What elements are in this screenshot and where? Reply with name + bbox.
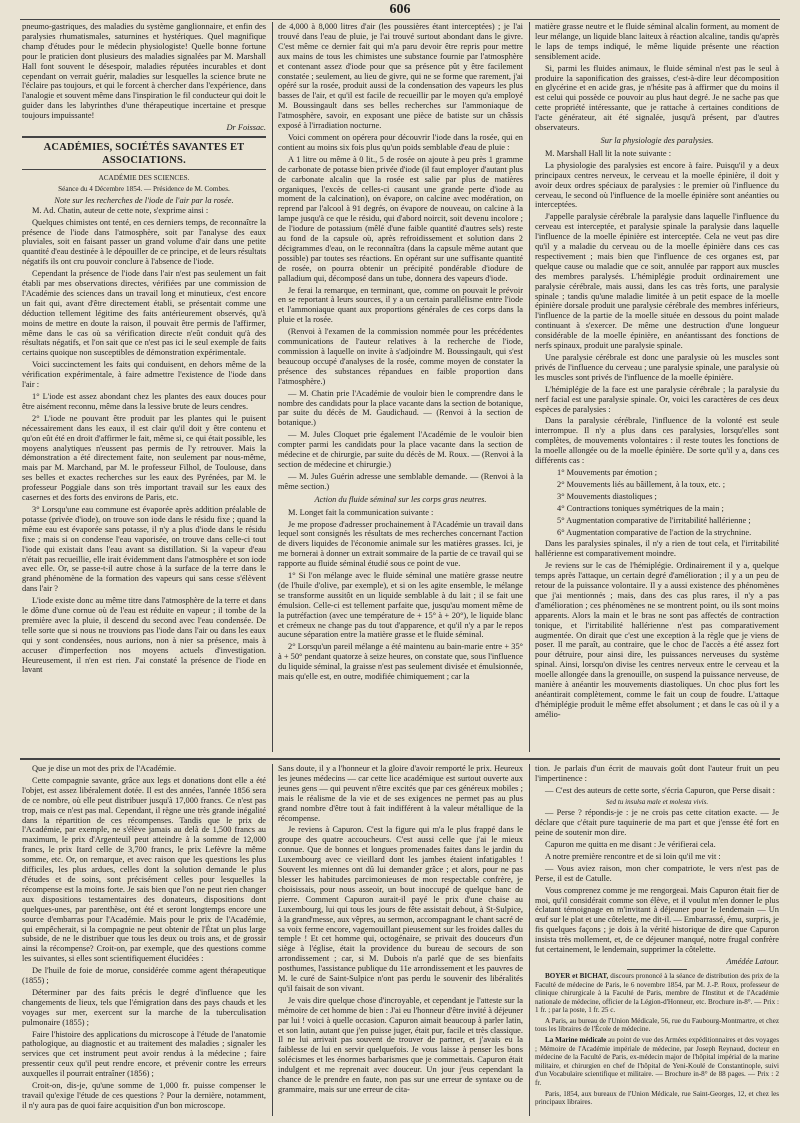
paragraph: Croit-on, dis-je, qu'une somme de 1,000 fr. puisse compenser le travail qu'exige l'étude de ces questions ? Pour la dernière, notamment, il n'y aura pas de quoi faire acquisition d'un bon microscope. (22, 1081, 266, 1110)
paragraph: J'appelle paralysie cérébrale la paralysie dans laquelle l'influence du cerveau est interceptée, et paralysie spinale la paralysie dans laquelle l'influence de la moelle épinière est interceptée. Cela ne veut pas dire qu'il y a maladie du cerveau ou de la moelle épinière dans ces cas respectivement ; mais bien que l'influence de ces organes est, par quelque cause ou maladie que ce soit, annulée par rapport aux muscles des membres paralysés. L'hémiplégie produit ordinairement une paralysie cérébrale, mais aussi, dans les cas très forts, une paralysie spinale ; tandis qu'une maladie limitée à un petit espace de la moelle épinière dorsale produit une paralysie cérébrale des membres inférieurs, l'influence de la partie de la moelle située en dessous du point malade continuant à s'exercer. De même une destruction d'une longueur considérable de la moelle épinière, en anéantissant des fonctions de nerfs spinaux, produit une paralysie spinale. (535, 212, 779, 351)
list-item: 6° Augmentation comparative de l'action de la strychnine. (557, 527, 752, 537)
paragraph: 3° Lorsqu'une eau commune est évaporée après addition préalable de potasse (privée d'iode), on trouve son iode dans le résidu fixe ; quand la même eau est évaporée sans potasse, il n'y a plus d'iode dans le résidu fixe ; mais si on condense l'eau vaporisée, on trouve dans celle-ci tout l'iode qui existait dans l'eau avant sa distillation. Si la vapeur d'eau n'était pas recueillie, elle irait évidemment dans l'atmosphère et son iode avec elle. Or, se passe-t-il autre chose à la surface de la terre dans le grand phénomène de la formation des vapeurs qui sans cesse s'élèvent dans l'air ? (22, 504, 266, 594)
paragraph: Cependant la présence de l'iode dans l'air n'est pas seulement un fait établi par mes observations directes, vérifiées par une commission de l'Académie des sciences dans un travail long et minutieux, c'est encore un fait qui, avant d'être directement établi, se présentait comme une déduction tellement légitime des faits antérieurement observés, qu'à moins de mettre en doute la raison, il pouvait être permis de l'affirmer, même dans le cas où sa vérification directe n'eût conduit qu'à des résultats négatifs, et l'on sait que ce n'est pas ici le seul exemple de faits certains quoique non susceptibles de démonstration expérimentale. (22, 269, 266, 358)
page-number: 606 (389, 2, 411, 17)
list-item: 3° Mouvements diastoliques ; (557, 491, 657, 501)
paragraph: Voici succinctement les faits qui conduisent, en dehors même de la vérification expérimentale, à faire admettre l'existence de l'iode dans l'air : (22, 360, 266, 390)
section-divider-thin (22, 169, 266, 170)
speaker-line: M. Ad. Chatin, auteur de cette note, s'exprime ainsi : (32, 205, 209, 215)
column-3 (535, 22, 779, 752)
academy-heading: ACADÉMIE DES SCIENCES. (98, 173, 190, 182)
paragraph: Faire l'histoire des applications du microscope à l'étude de l'anatomie pathologique, au diagnostic et au traitement des maladies ; signaler les services que cet instrument peut avoir rendus à la médecine ; faire pressentir ceux qu'il peut rendre encore, et prévenir contre les erreurs auxquelles il pourrait entraîner (1856) ; (22, 1029, 266, 1079)
ad-divider (627, 969, 687, 970)
paragraph: Si, parmi les fluides animaux, le fluide séminal n'est pas le seul à produire la saponification des graisses, c'est-à-dire leur décomposition en glycérine et en acide gras, je n'hésite pas à affirmer que du moins il est celui qui possède ce pouvoir au plus haut degré. Je ne sache pas que cette propriété intéressante, que je rattache à certaines conditions de l'acte générateur, ait été signalée, jusqu'à présent, par d'autres observateurs. (535, 63, 779, 133)
paragraph: (Renvoi à l'examen de la commission nommée pour les précédentes communications de l'auteur relatives à la recherche de l'iode, commission à laquelle on invite à s'adjoindre M. Boussingault, qui s'est beaucoup occupé d'analyses de la rosée, comme moyen de constater la présence des substances répandues en faible proportion dans l'atmosphère.) (278, 327, 523, 386)
paragraph: — M. Chatin prie l'Académie de vouloir bien le comprendre dans le nombre des candidats pour la place vacante dans la section de botanique, par suite du décès de M. Gaudichaud. — (Renvoi à la section de botanique.) (278, 388, 523, 428)
subsection-title: Action du fluide séminal sur les corps gras neutres. (314, 494, 487, 504)
column-4 (22, 764, 266, 1116)
paragraph: L'hémiplégie de la face est une paralysie cérébrale ; la paralysie du nerf facial est une paralysie spinale. Or, voici les caractères de ces deux espèces de paralysies : (535, 384, 779, 414)
author-signature: Dr Foissac. (226, 123, 266, 133)
column-2 (278, 22, 523, 752)
paragraph: Cette compagnie savante, grâce aux legs et donations dont elle a été l'objet, est assez libéralement dotée. Il est des années, l'année 1856 sera de ce nombre, où elle peut distribuer jusqu'à 17,000 francs. Ce n'est pas trop, mais ce n'est pas mal. Cependant, il règne une très grande inégalité dans la répartition de ces récompenses. Tandis que le prix de l'Académie, par exemple, ne s'élève jamais au delà de 1,500 francs au maximum, le prix d'Argenteuil peut atteindre à la somme de 12,000 francs, le prix Itard celle de 3,700 francs, le prix Lefèvre la même somme, etc. Or, on remarque, et avec raison que les questions les plus difficiles, les plus ardues, celles dont la solution demande le plus d'études et de soins, sont précisément celles pour lesquelles la récompense est la moins forte. Je sais bien que l'on ne peut rien changer aux dispositions testamentaires des donateurs, dispositions dont quelques-unes, par parenthèse, ont été et seront longtemps encore une source d'embarras pour l'Académie. Mais pour le prix de l'Académie, qui empêcherait, si la compagnie ne peut obtenir de l'État un plus large subside, de ne le distribuer que tous les deux ou trois ans, et de grossir ainsi la récompense? Croit-on, par exemple, que des questions comme les suivantes, si elles sont scientifiquement élucidées : (22, 775, 266, 964)
paragraph: tion. Je parlais d'un écrit de mauvais goût dont l'auteur fruit un peu l'impertinence : (535, 764, 779, 783)
note-title: Note sur les recherches de l'iode de l'air par la rosée. (54, 195, 234, 205)
column-divider (529, 764, 530, 1116)
column-divider (529, 22, 530, 752)
author-signature: Amédée Latour. (726, 957, 779, 966)
paragraph: 2° Lorsqu'un pareil mélange a été maintenu au bain-marie entre + 35° à + 50° pendant quatorze à seize heures, on constate que, sous l'influence du liquide séminal, la graisse n'est pas seulement divisée et émulsionnée, mais qu'elle est, en outre, modifiée chimiquement ; car la (278, 642, 523, 682)
ad-marine-medicale (535, 1036, 779, 1088)
paragraph: 1° L'iode est assez abondant chez les plantes des eaux douces pour être aisément reconnu, même dans la lessive brute de leurs cendres. (22, 392, 266, 411)
paragraph: 1° Si l'on mélange avec le fluide séminal une matière grasse neutre (de l'huile d'olive, par exemple), et si on les agite ensemble, le mélange se transforme aussitôt en un liquide semblable à du lait ; il se fait une émulsion. Celle-ci est tellement parfaite que, jusqu'au moment même de la putréfaction (avec une température de + 15° à + 20°), le liquide blanc et crémeux ne change pas du tout d'apparence, et qu'il n'y a par le repos aucune séparation entre la matière grasse et le fluide séminal. (278, 571, 523, 640)
paragraph: Déterminer par des faits précis le degré d'influence que les changements de lieux, tels que l'émigration dans des pays chauds et les voyages sur mer, exercent sur la marche de la tuberculisation pulmonaire (1855) ; (22, 987, 266, 1027)
ad-title: BOYER et BICHAT, (545, 971, 609, 980)
paragraph: — M. Jules Guérin adresse une semblable demande. — (Renvoi à la même section.) (278, 471, 523, 491)
paragraph: La physiologie des paralysies est encore à faire. Puisqu'il y a deux principaux centres nerveux, le cerveau et la moelle épinière, il doit y avoir deux ordres spéciaux de paralysies : le premier où l'influence du cerveau, le second où l'influence de la moelle épinière sont anéanties ou interceptées. (535, 160, 779, 210)
list-item: 5° Augmentation comparative de l'irritabilité hallérienne ; (557, 515, 751, 525)
paragraph: de 4,000 à 8,000 litres d'air (les poussières étant interceptées) ; je l'ai trouvé dans l'eau de pluie, je l'ai trouvé surtout abondant dans le givre. C'est même ce dernier fait qui m'a paru devoir être repris pour mettre aux mains de tous les chimistes une substance fournie par l'atmosphère et contenant assez d'iode pour que sa présence pût y être facilement constatée ; seulement, au lieu de givre, qui ne se forme que rarement, j'ai opéré sur la rosée, produit aussi de la condensation des vapeurs les plus basses de l'air, et qu'il est facile de recueillir par le moyen qu'a employé M. Boussingault dans ses belles recherches sur l'ammoniaque de l'atmosphère, savoir, en exposant une pièce de batiste sur un châssis exposé à l'irradiation nocturne. (278, 22, 523, 131)
paragraph: Je reviens à Capuron. C'est la figure qui m'a le plus frappé dans le groupe des quatre accoucheurs. C'est aussi celle que j'ai le mieux connue. Que de bonnes et longues promenades faites dans le jardin du Luxembourg avec ce vieillard dont les jambes étaient infatigables ! Souvent les miennes ont dû lui demander grâce ; et alors, pour ne pas blesser les habitudes parcimonieuses de mon respectable confrère, je choisissais, pour nous asseoir, un bout inoccupé de quelque banc de pierre. Comment Capuron aurait-il payé le prix d'une chaise au Luxembourg, lui qui tous les jours de fête assistait debout, à St-Sulpice, à la grand'messe, aux vêpres, au sermon, accompagnant le chant sacré de sa voix ferme encore, vagemouillant pieusement sur les froides dalles du temple ! Et cet homme qui, octogénaire, se privait des douceurs d'un siège à l'église, était la providence du bureau de secours de son arrondissement ; car, si M. Dubois n'a parlé que de ses bienfaits posthumes, l'assistance publique du 11e arrondissement et les pauvres de M. le curé de Saint-Sulpice n'ont pas perdu le souvenir des libéralités qu'il faisait de son vivant. (278, 825, 523, 993)
header-rule (20, 19, 780, 20)
column-1 (22, 22, 266, 752)
speaker-line: M. Marshall Hall lit la note suivante : (545, 148, 672, 158)
paragraph: Vous comprenez comme je me rengorgeai. Mais Capuron était fier de moi, qu'il considérait comme son élève, et il voulut m'en donner le plus éclatant témoignage en m'invitant à déjeuner pour le lendemain — Un œuf sur le plat et une côtelette, me dit-il. — Embarrassé, ému, surpris, je fis quelques façons ; je dois à la vérité historique de dire que Capuron insista très mollement, et, de ce déjeuner manqué, notre frugal confrère fut certainement, le lendemain, supprimer la côtelette. (535, 885, 779, 955)
paragraph: Capuron me quitta en me disant : Je vérifierai cela. (545, 840, 716, 850)
section-title: ACADÉMIES, SOCIÉTÉS SAVANTES ET ASSOCIATIONS. (43, 141, 245, 166)
ad-text: au point de vue des Armées expéditionnaires et des voyages ; Mémoire de l'Académie impériale de médecine, par Joseph Reynaud, docteur en médecine de la Faculté de Paris, ex-médecin major de l'hôpital impérial de la marine militaire, et chirurgien en chef de l'hôpital de Yeni-Koulé de Constantinople, suivi d'un Vocabulaire scientifique et militaire. — Brochure in-8° de 88 pages. — Prix : 2 fr. (535, 1036, 779, 1088)
column-5 (278, 764, 523, 1116)
list-item: 2° Mouvements liés au bâillement, à la toux, etc. ; (557, 479, 726, 489)
ad-address: Paris, 1854, aux bureaux de l'Union Médicale, rue Saint-Georges, 12, et chez les principaux libraires. (535, 1089, 779, 1107)
paragraph: matière grasse neutre et le fluide séminal alcalin forment, au moment de leur mélange, un liquide blanc laiteux à réaction alcaline, tandis qu'après le laps de temps indiqué, le même liquide présente une réaction sensiblement acide. (535, 22, 779, 61)
column-6 (535, 764, 779, 1116)
list-item: 1° Mouvements par émotion ; (557, 467, 658, 477)
paragraph: Je me propose d'adresser prochainement à l'Académie un travail dans lequel sont consignés les résultats de mes recherches concernant l'action de divers liquides de l'économie animale sur les matières grasses. Ici, je me bornerai à donner un extrait sommaire de la partie de ce travail qui se rapporte au fluide séminal étudié sous ce point de vue. (278, 519, 523, 569)
paragraph: Je reviens sur le cas de l'hémiplégie. Ordinairement il y a, quelque temps après l'attaque, un certain degré d'amélioration ; il y a un peu de retour de la puissance volontaire. Il y a aussi existence des phénomènes que j'ai mentionnés ; mais, dans des cas plus rares, il n'y a pas d'amélioration ; ces phénomènes ne se montrent point, ou ils sont moins apparents. Alors la main et le bras ne sont pas affectés de contraction tonique, et l'irritabilité hallérienne n'est pas comparativement augmentée. On dirait que c'est une exception à la règle que je viens de poser. Il me paraît, au contraire, que le choc de l'accès a été assez fort pour détruire, pour ainsi dire, les puissances nerveuses du système spinal. Ainsi, lorsqu'on divise les centres nerveux entre le cerveau et la moelle allongée dans la grenouille, on suspend la puissance nerveuse, de manière à anéantir les mouvements diastoliques. Un choc plus fort les anéantirait complètement, comme le fait un coup de foudre. L'attaque d'hémiplégie produit le même effet absolument ; et dans le cas où il y a amélio- (535, 561, 779, 719)
feuilleton-divider (20, 758, 780, 760)
paragraph: Une paralysie cérébrale est donc une paralysie où les muscles sont privés de l'influence du cerveau ; une paralysie spinale, une paralysie où les muscles sont privés de l'influence de la moelle épinière. (535, 353, 779, 382)
intro-paragraph: pneumo-gastriques, des maladies du système ganglionnaire, et enfin des paralysies rhumatismales, saturnines et hystériques. Quel magnifique champ d'études pour le médecin physiologiste! Quelle bonne fortune pour le praticien dont plusieurs des maladies signalées par M. Marshall Hall font souvent le désespoir, maladies réputées incurables et dont cependant on verrait guérir, maladies sur lesquelles la science brute ne l'éclaire pas toujours, et qui le forcent à chercher dans l'expérience, dans l'analogie et souvent même dans l'inspiration le fil conducteur qui doit le guider dans les labyrinthes d'une thérapeutique incertaine et presque toujours impuissante! (22, 22, 266, 121)
paragraph: Dans la paralysie cérébrale, l'influence de la volonté est seule interrompue. Il n'y a plus dans ces paralysies, lorsqu'elles sont complètes, de mouvements volontaires : il reste toutes les fonctions de la moelle allongée ou de la moelle épinière. De sorte qu'il y a, dans ces différents cas : (535, 416, 779, 466)
speaker-line: M. Longet fait la communication suivante : (288, 507, 434, 517)
section-divider (22, 136, 266, 138)
paragraph: L'iode existe donc au même titre dans l'atmosphère de la terre et dans le dôme d'une cornue où de l'eau est réduite en vapeur ; il tombe de la première avec la pluie, il descend du second avec l'eau condensée. De telle sorte que si nous ne trouvions pas l'iode dans l'air ou dans les eaux qui y sont condensées, nous aurions, non à nier sa présence, mais à accuser d'imperfection nos moyens actuels d'investigation. Heureusement, il n'en est rien. J'ai constaté la présence de l'iode en lavant (22, 596, 266, 675)
paragraph: Dans les paralysies spinales, il n'y a rien de tout cela, et l'irritabilité hallérienne est comparativement moindre. (535, 539, 779, 559)
ad-boyer-bichat (535, 972, 779, 1015)
paragraph: Sans doute, il y a l'honneur et la gloire d'avoir remporté le prix. Heureux les jeunes médecins — car cette lice académique est surtout ouverte aux jeunes gens — qui peuvent n'être excités que par ces généreux mobiles ; mais le réalisme de la vie et de ses exigences ne permet pas au plus grand nombre d'être tout à fait indifférent à la valeur métallique de la récompense. (278, 764, 523, 823)
column-divider (272, 22, 273, 752)
paragraph: — C'est des auteurs de cette sorte, s'écria Capuron, que Perse disait : (545, 785, 776, 795)
subsection-title: Sur la physiologie des paralysies. (600, 135, 714, 145)
seance-line: Séance du 4 Décembre 1854. — Présidence de M. Combes. (58, 184, 230, 193)
ad-address: A Paris, au bureau de l'Union Médicale, 56, rue du Faubourg-Montmartre, et chez tous les libraires de l'École de médecine. (535, 1016, 779, 1034)
paragraph: A 1 litre ou même à 0 lit., 5 de rosée on ajoute à peu près 1 gramme de carbonate de potasse bien privée d'iode (il faut employer d'autant plus de carbonate alcalin que la rosée est salie par plus de matières organiques, l'excès de celles-ci causant une grande perte d'iode au moment de la calcination), on évapore, on calcine avec modération, on reprend par l'alcool à 91 degrés, on évapore de nouveau, on calcine à la lampe jusqu'à ce que le résidu, qui d'abord noircit, soit devenu incolore ; de l'iodure de potassium (mêlé d'une faible quantité d'autres sels) reste au fond de la capsule où, après refroidissement et solution dans 2 décigrammes d'eau, on le reconnaîtra (dans la capsule même autant que possible) par toutes ses réactions. En opérant sur une suffisante quantité de rosée, on pourra obtenir un précipité pondérable d'iodure de palladium qui, décomposé dans un tube, donnera des vapeurs d'iode. (278, 154, 523, 283)
column-divider (272, 764, 273, 1116)
paragraph: De l'huile de foie de morue, considérée comme agent thérapeutique (1855) ; (22, 966, 266, 986)
paragraph: 2° L'iode ne pouvant être produit par les plantes qui le puisent nécessairement dans les eaux, il est clair qu'il doit y être contenu et qu'on eût été en droit d'affirmer le fait, même si, ce qui était possible, les moyens analytiques n'eussent pas permis de l'y retrouver. Mais la démonstration a été directement faite, non seulement par nous-même, mais par M. Marchand, par M. le professeur Filhol, de Toulouse, dans ses belles et exactes recherches sur les eaux des Pyrénées, par M. le professeur Poggiale dans son très important travail sur les eaux des casernes et des forts des environs de Paris, etc. (22, 413, 266, 503)
latin-quote: Sed tu insulsa male et molesta vivis. (605, 797, 709, 806)
list-item: 4° Contractions toniques symétriques de la main ; (557, 503, 724, 513)
paragraph: — M. Jules Cloquet prie également l'Académie de le vouloir bien compter parmi les candidats pour la place vacante dans la section de médecine et de chirurgie, par suite du décès de M. Roux. — (Renvoi à la section de médecine et chirurgie.) (278, 430, 523, 469)
paragraph: Je vais dire quelque chose d'incroyable, et cependant je l'atteste sur la mémoire de cet homme de bien : J'ai eu l'honneur d'être invité à déjeuner par lui ! voici à quelle occasion. Capuron aimait beaucoup à parler latin, et son latin, autant que j'en puisse juger, était pur, facile et très classique. Il ne lui arrivait pas souvent de trouver de partner, et j'avais eu la faiblesse de lui en servir quelquefois. Je vous laisse à penser les bons solécismes et les énormes barbarismes que je commettais. Capuron était indulgent et me reprenait avec douceur. Un jour j'eus cependant la chance de le prendre en faute, non pas sur une erreur de syntaxe ou de grammaire, mais sur une erreur de cita- (278, 995, 523, 1094)
paragraph: Quelques chimistes ont tenté, en ces derniers temps, de reconnaître la présence de l'iode dans l'atmosphère, soit par l'analyse des eaux pluviales, soit en faisant passer un grand volume d'air dans une petite quantité d'eau destinée à le dépouiller de ce principe, et de leurs résultats négatifs ils ont cru pouvoir conclure à l'absence de l'iode. (22, 217, 266, 267)
paragraph: — Vous aviez raison, mon cher compatriote, le vers n'est pas de Perse, il est de Catulle. (535, 863, 779, 883)
paragraph: — Perse ? répondis-je : je ne crois pas cette citation exacte. — Je déclare que c'était pure taquinerie de ma part et que j'ensse été fort en peine de soutenir mon dire. (535, 808, 779, 838)
paragraph: Que je dise un mot des prix de l'Académie. (32, 764, 177, 773)
paragraph: Je ferai la remarque, en terminant, que, comme on pouvait le prévoir en se reportant à leurs sources, il y a un certain parallélisme entre l'iode et l'ammoniaque quant aux proportions générales de ces corps dans la pluie et la rosée. (278, 285, 523, 325)
ad-text: discours prononcé à la séance de distribution des prix de la Faculté de médecine de Paris, le 6 novembre 1854, par M. J.-P. Roux, professeur de clinique chirurgicale à la Faculté de Paris, membre de l'Institut et de l'Académie nationale de médecine, officier de la Légion-d'Honneur, etc. Brochure in-8°. — Prix : 1 fr. ; par la poste, 1 fr. 25 c. (535, 971, 779, 1015)
ad-title: La Marine médicale (545, 1036, 607, 1045)
paragraph: A notre première rencontre et de si loin qu'il me vit : (545, 851, 721, 861)
paragraph: Voici comment on opérera pour découvrir l'iode dans la rosée, qui en contient au moins six fois plus qu'un poids semblable d'eau de pluie : (278, 132, 523, 152)
